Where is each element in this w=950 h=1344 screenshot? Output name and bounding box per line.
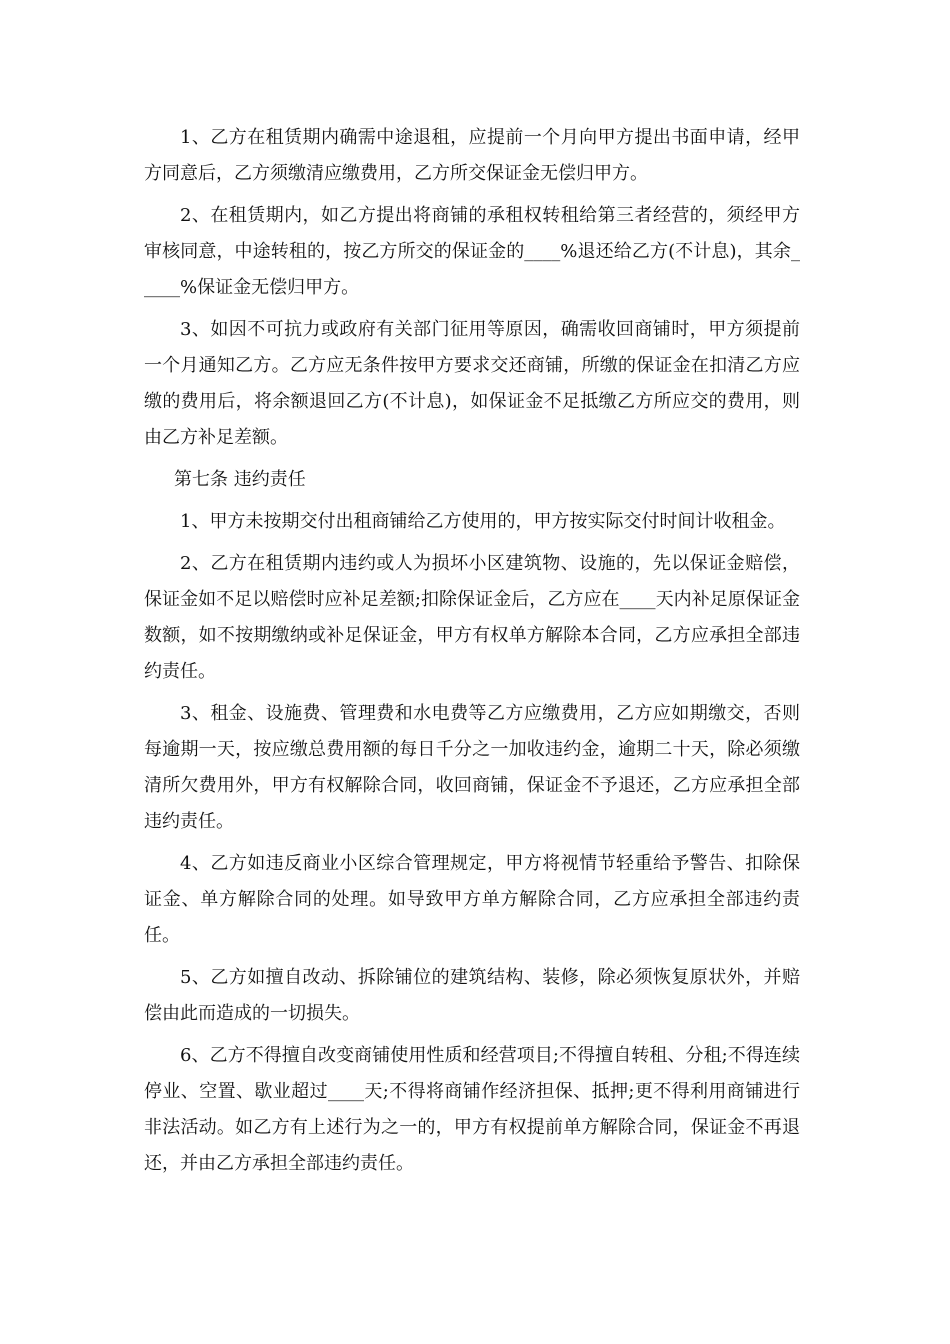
article-7-item-6: 6、乙方不得擅自改变商铺使用性质和经营项目;不得擅自转租、分租;不得连续停业、空置、歇业超过____天;不得将商铺作经济担保、抵押;更不得利用商铺进行非法活动。如乙方有上述行为之一的，甲方有权提前单方解除合同，保证金不再退还，并由乙方承担全部违约责任。 — [144, 1045, 800, 1174]
paragraph-sublease: 2、在租赁期内，如乙方提出将商铺的承租权转租给第三者经营的，须经甲方审核同意，中途转租的，按乙方所交的保证金的____%退还给乙方(不计息)，其余_____%保证金无偿归甲方。 — [144, 205, 800, 298]
document-page — [144, 120, 800, 1188]
paragraph-force-majeure: 3、如因不可抗力或政府有关部门征用等原因，确需收回商铺时，甲方须提前一个月通知乙方。乙方应无条件按甲方要求交还商铺，所缴的保证金在扣清乙方应缴的费用后，将余额退回乙方(不计息)，如保证金不足抵缴乙方所应交的费用，则由乙方补足差额。 — [144, 319, 800, 448]
article-7-heading: 第七条 违约责任 — [174, 469, 306, 490]
article-7-item-1: 1、甲方未按期交付出租商铺给乙方使用的，甲方按实际交付时间计收租金。 — [180, 511, 786, 532]
article-7-item-3: 3、租金、设施费、管理费和水电费等乙方应缴费用，乙方应如期缴交，否则每逾期一天，按应缴总费用额的每日千分之一加收违约金，逾期二十天，除必须缴清所欠费用外，甲方有权解除合同，收回商铺，保证金不予退还，乙方应承担全部违约责任。 — [144, 703, 800, 832]
paragraph-early-termination: 1、乙方在租赁期内确需中途退租，应提前一个月向甲方提出书面申请，经甲方同意后，乙方须缴清应缴费用，乙方所交保证金无偿归甲方。 — [144, 127, 800, 184]
article-7-item-4: 4、乙方如违反商业小区综合管理规定，甲方将视情节轻重给予警告、扣除保证金、单方解除合同的处理。如导致甲方单方解除合同，乙方应承担全部违约责任。 — [144, 853, 800, 946]
article-7-item-2: 2、乙方在租赁期内违约或人为损坏小区建筑物、设施的，先以保证金赔偿，保证金如不足以赔偿时应补足差额;扣除保证金后，乙方应在____天内补足原保证金数额，如不按期缴纳或补足保证金，甲方有权单方解除本合同，乙方应承担全部违约责任。 — [144, 553, 800, 682]
article-7-item-5: 5、乙方如擅自改动、拆除铺位的建筑结构、装修，除必须恢复原状外，并赔偿由此而造成的一切损失。 — [144, 967, 800, 1024]
